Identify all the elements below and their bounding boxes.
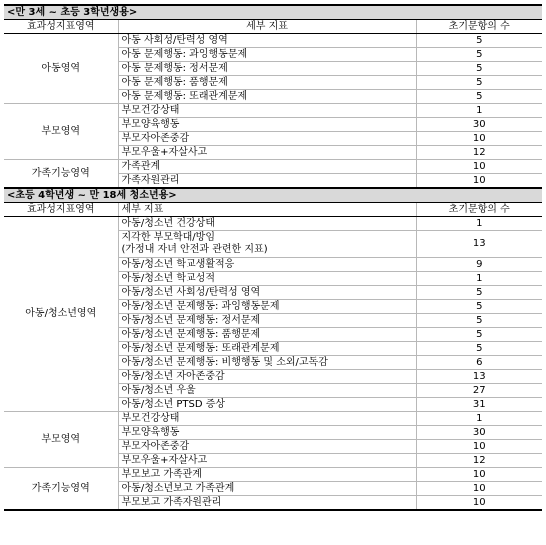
indicator-text: 지각한 부모학대/방임: [121, 232, 215, 243]
area-cell: 가족기능영역: [4, 160, 118, 189]
indicator-cell: [118, 272, 416, 286]
indicator-cell: [118, 440, 416, 454]
indicator-text: 아동/청소년 자아존중감: [121, 370, 225, 382]
table1-header-area: 효과성지표영역: [4, 20, 118, 34]
table-row: [4, 217, 542, 231]
indicator-cell: [118, 398, 416, 412]
indicator-table-body: [4, 5, 542, 510]
indicator-text: 부모양육행동: [121, 426, 180, 438]
indicator-text: 아동 문제행동: 품행문제: [121, 76, 228, 88]
count-cell: 10: [416, 160, 542, 174]
table1-section-title-row: [4, 5, 542, 20]
indicator-cell: [118, 384, 416, 398]
count-cell: 12: [416, 454, 542, 468]
indicator-cell: [118, 34, 416, 48]
count-cell: 5: [416, 76, 542, 90]
indicator-cell: [118, 146, 416, 160]
indicator-text: 부모보고 가족자원관리: [121, 496, 222, 508]
table2-header-area: 효과성지표영역: [4, 203, 118, 217]
indicator-text: 가족관계: [121, 160, 161, 172]
indicator-cell: [118, 454, 416, 468]
indicator-text: 부모자아존중감: [121, 132, 190, 144]
indicator-text: 부모자아존중감: [121, 440, 190, 452]
table-row: [4, 160, 542, 174]
indicator-cell: [118, 258, 416, 272]
indicator-cell: [118, 342, 416, 356]
table2-section-title: <초등 4학년생 ~ 만 18세 청소년용>: [4, 188, 542, 203]
indicator-text: 부모양육행동: [121, 118, 180, 130]
count-cell: 5: [416, 328, 542, 342]
indicator-cell: [118, 356, 416, 370]
count-cell: 13: [416, 370, 542, 384]
indicator-cell: [118, 217, 416, 231]
count-cell: 5: [416, 62, 542, 76]
table1-header-row: [4, 20, 542, 34]
count-cell: 31: [416, 398, 542, 412]
table2-section-title-row: [4, 188, 542, 203]
indicator-cell: [118, 468, 416, 482]
count-cell: 9: [416, 258, 542, 272]
indicator-cell: [118, 48, 416, 62]
indicator-text: 아동/청소년보고 가족관계: [121, 482, 235, 494]
count-cell: 1: [416, 412, 542, 426]
table-row: [4, 34, 542, 48]
indicator-cell: [118, 104, 416, 118]
indicator-text: 아동/청소년 학교성적: [121, 272, 215, 284]
indicator-text: 부모건강상태: [121, 412, 180, 424]
count-cell: 5: [416, 314, 542, 328]
indicator-cell: [118, 160, 416, 174]
count-cell: 6: [416, 356, 542, 370]
indicator-cell: [118, 300, 416, 314]
table1-header-indicator: 세부 지표: [118, 20, 416, 34]
indicator-cell: [118, 231, 416, 258]
area-cell: 아동영역: [4, 34, 118, 104]
indicator-cell: [118, 412, 416, 426]
area-cell: 부모영역: [4, 412, 118, 468]
indicator-text: 부모우울+자살사고: [121, 146, 208, 158]
area-cell: 부모영역: [4, 104, 118, 160]
indicator-cell: [118, 76, 416, 90]
count-cell: 10: [416, 482, 542, 496]
indicator-text: 부모건강상태: [121, 104, 180, 116]
count-cell: 1: [416, 104, 542, 118]
count-cell: 30: [416, 426, 542, 440]
count-cell: 1: [416, 272, 542, 286]
count-cell: 5: [416, 34, 542, 48]
indicator-text: 아동/청소년 건강상태: [121, 217, 215, 229]
indicator-text: 아동/청소년 문제행동: 비행행동 및 소외/고독감: [121, 356, 328, 368]
count-cell: 5: [416, 286, 542, 300]
document-page: [4, 4, 542, 511]
indicator-cell: [118, 496, 416, 511]
count-cell: 10: [416, 132, 542, 146]
count-cell: 10: [416, 174, 542, 189]
indicator-text: 아동 문제행동: 과잉행동문제: [121, 48, 248, 60]
indicator-cell: [118, 426, 416, 440]
indicator-cell: [118, 314, 416, 328]
table2-header-count: 초기문항의 수: [416, 203, 542, 217]
table-row: [4, 468, 542, 482]
table1-header-count: 초기문항의 수: [416, 20, 542, 34]
table1-section-title: <만 3세 ~ 초등 3학년생용>: [4, 5, 542, 20]
count-cell: 5: [416, 48, 542, 62]
count-cell: 1: [416, 217, 542, 231]
indicator-text: 아동 문제행동: 정서문제: [121, 62, 228, 74]
indicator-cell: [118, 90, 416, 104]
indicator-text-line2: (가정내 자녀 안전과 관련한 지표): [121, 244, 268, 255]
table2-header-row: [4, 203, 542, 217]
indicator-text: 아동 문제행동: 또래관계문제: [121, 90, 248, 102]
indicator-text: 아동/청소년 문제행동: 또래관계문제: [121, 342, 280, 354]
count-cell: 13: [416, 231, 542, 258]
count-cell: 5: [416, 300, 542, 314]
indicator-text: 가족자원관리: [121, 174, 180, 186]
count-cell: 10: [416, 496, 542, 511]
count-cell: 5: [416, 342, 542, 356]
indicator-table: [4, 4, 542, 511]
count-cell: 27: [416, 384, 542, 398]
count-cell: 12: [416, 146, 542, 160]
indicator-cell: [118, 118, 416, 132]
indicator-cell: [118, 174, 416, 189]
indicator-cell: [118, 328, 416, 342]
count-cell: 10: [416, 468, 542, 482]
indicator-text: 아동/청소년 문제행동: 과잉행동문제: [121, 300, 280, 312]
table2-header-indicator: 세부 지표: [118, 203, 416, 217]
indicator-text: 아동/청소년 사회성/탄력성 영역: [121, 286, 261, 298]
indicator-text: 아동/청소년 PTSD 증상: [121, 398, 226, 410]
indicator-cell: [118, 482, 416, 496]
count-cell: 30: [416, 118, 542, 132]
table-row: [4, 412, 542, 426]
indicator-text: 아동/청소년 우울: [121, 384, 196, 396]
indicator-text: 아동 사회성/탄력성 영역: [121, 34, 228, 46]
indicator-text: 아동/청소년 문제행동: 품행문제: [121, 328, 261, 340]
indicator-cell: [118, 132, 416, 146]
indicator-cell: [118, 286, 416, 300]
indicator-text: 부모보고 가족관계: [121, 468, 202, 480]
area-cell: 가족기능영역: [4, 468, 118, 511]
indicator-text: 부모우울+자살사고: [121, 454, 208, 466]
indicator-text: 아동/청소년 문제행동: 정서문제: [121, 314, 261, 326]
table-row: [4, 104, 542, 118]
count-cell: 10: [416, 440, 542, 454]
indicator-cell: [118, 370, 416, 384]
area-cell: 아동/청소년영역: [4, 217, 118, 412]
indicator-cell: [118, 62, 416, 76]
count-cell: 5: [416, 90, 542, 104]
indicator-text: 아동/청소년 학교생활적응: [121, 258, 235, 270]
